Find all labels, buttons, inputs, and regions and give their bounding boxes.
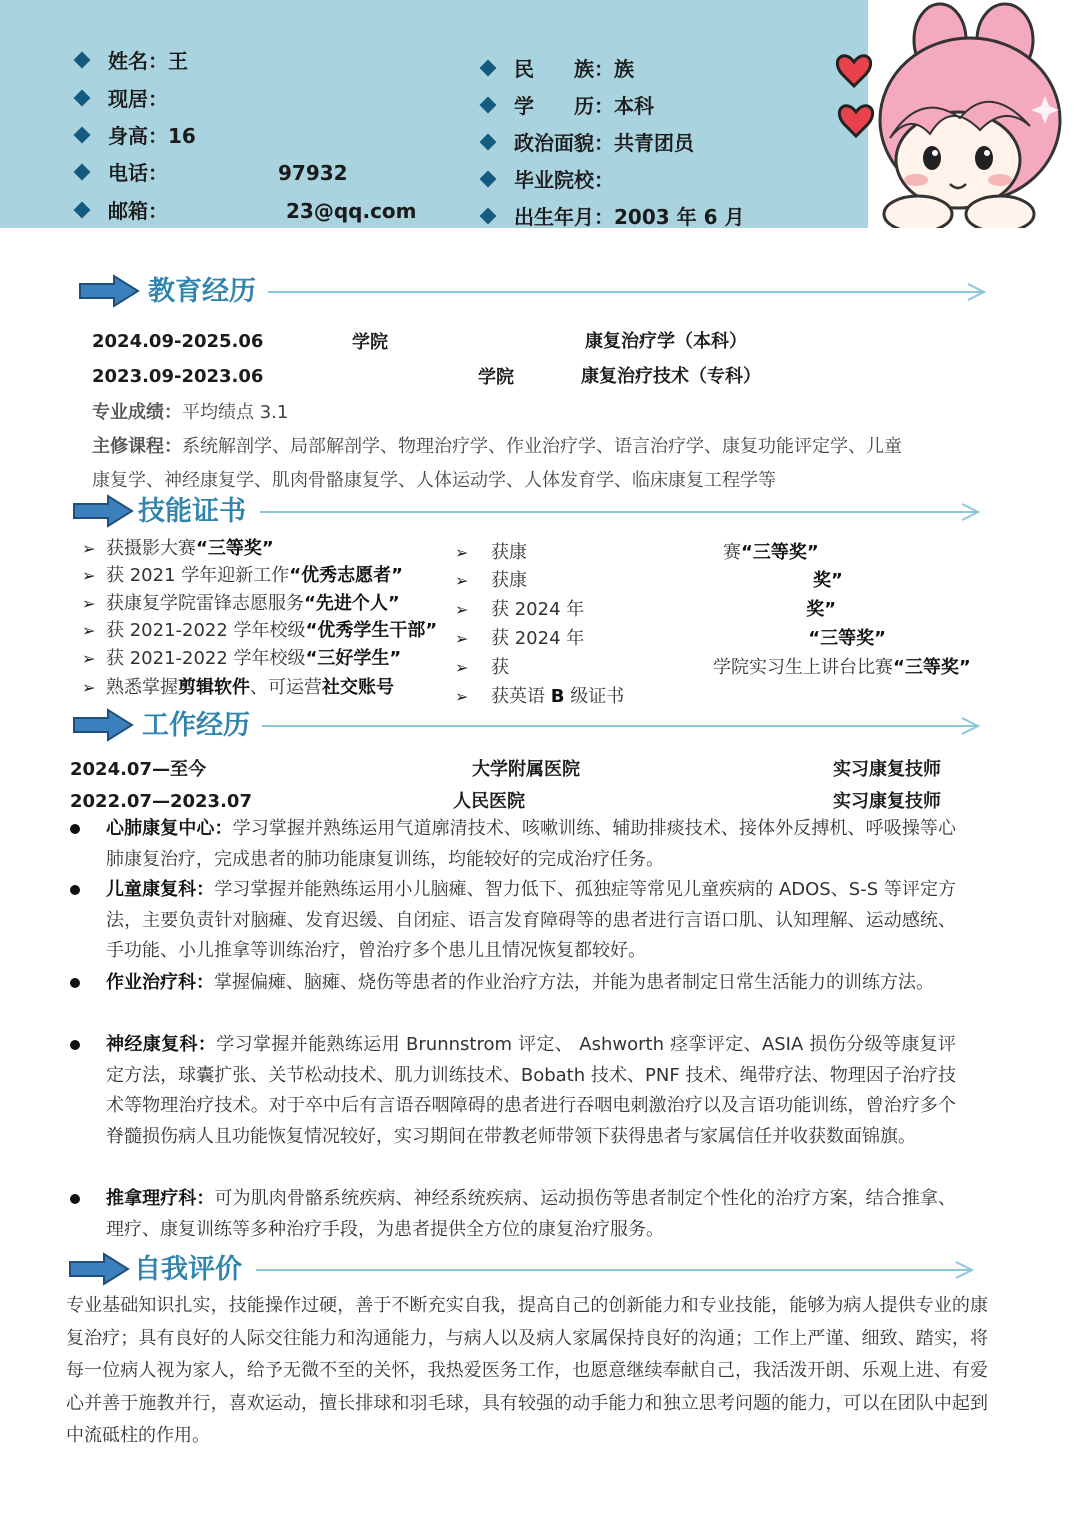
chevron-right-icon: ➢	[82, 566, 96, 585]
info-label: 身高：	[108, 124, 168, 148]
section-skills-header	[72, 492, 984, 532]
info-label: 现居：	[108, 87, 168, 111]
header-band	[0, 0, 868, 228]
skill-item: ➢ 获 2024 年 奖”	[455, 599, 837, 620]
diamond-bullet-icon	[480, 97, 497, 114]
chevron-right-icon: ➢	[455, 543, 469, 562]
section-title: 教育经历	[148, 276, 256, 307]
skill-item: ➢ 获 2021 学年迎新工作“优秀志愿者”	[82, 565, 403, 586]
edu-score	[92, 396, 288, 430]
chevron-right-icon: ➢	[455, 571, 469, 590]
work-date: 2022.07—2023.07	[70, 791, 252, 812]
edu-major: 康复治疗技术（专科）	[581, 366, 761, 387]
section-self-header	[68, 1250, 980, 1290]
skill-item: ➢ 获 2021-2022 学年校级“三好学生”	[82, 648, 402, 669]
skill-item: ➢ 获 学院实习生上讲台比赛“三等奖”	[455, 657, 971, 678]
info-height	[76, 123, 196, 149]
diamond-bullet-icon	[480, 171, 497, 188]
info-name	[76, 48, 188, 74]
info-value: 16	[168, 124, 196, 148]
edu-score-value: 平均绩点 3.1	[182, 402, 289, 423]
edu-date: 2023.09-2023.06	[92, 366, 264, 387]
arrow-right-icon	[68, 1252, 130, 1286]
section-rule	[260, 496, 984, 528]
arrow-right-icon	[72, 708, 134, 742]
skill-item: ➢ 获 2021-2022 学年校级“优秀学生干部”	[82, 620, 438, 641]
skill-item: ➢ 获康 奖”	[455, 570, 843, 591]
edu-score-label: 专业成绩：	[92, 402, 182, 423]
edu-courses	[92, 430, 902, 464]
work-place: 人民医院	[453, 791, 525, 812]
info-value: 共青团员	[614, 131, 694, 155]
info-political	[482, 130, 694, 156]
info-residence	[76, 86, 168, 112]
section-rule	[268, 276, 990, 308]
chevron-right-icon: ➢	[82, 649, 96, 668]
diamond-bullet-icon	[74, 90, 91, 107]
info-label: 姓名：	[108, 49, 168, 73]
skill-item: ➢ 获康复学院雷锋志愿服务“先进个人”	[82, 593, 400, 614]
info-label: 学 历：	[514, 94, 614, 118]
info-label: 民 族：	[514, 57, 614, 81]
chevron-right-icon: ➢	[82, 678, 96, 697]
bullet-icon	[70, 978, 80, 988]
section-rule	[256, 1254, 978, 1286]
info-value: 族	[614, 57, 634, 81]
diamond-bullet-icon	[74, 202, 91, 219]
section-title: 自我评价	[134, 1254, 242, 1285]
edu-major: 康复治疗学（本科）	[585, 331, 747, 352]
skill-item: ➢ 获摄影大赛“三等奖”	[82, 538, 274, 559]
self-evaluation-text: 专业基础知识扎实，技能操作过硬，善于不断充实自我，提高自己的创新能力和专业技能，能够为病人提供专业的康复治疗；具有良好的人际交往能力和沟通能力，与病人以及病人家属保持良好的沟通；工作上严谨、细致、踏实，将每一位病人视为家人，给予无微不至的关怀，我热爱医务工作，也愿意继续奉献自己，我活泼开朗、乐观上进、有爱心并善于施教并行，喜欢运动，擅长排球和羽毛球，具有较强的动手能力和独立思考问题的能力，可以在团队中起到中流砥柱的作用。	[66, 1295, 988, 1447]
chevron-right-icon: ➢	[455, 658, 469, 677]
chevron-right-icon: ➢	[82, 594, 96, 613]
info-label: 政治面貌：	[514, 131, 614, 155]
chevron-right-icon: ➢	[455, 629, 469, 648]
chevron-right-icon: ➢	[455, 600, 469, 619]
work-place: 大学附属医院	[472, 759, 580, 780]
info-ethnicity	[482, 56, 634, 82]
edu-date: 2024.09-2025.06	[92, 331, 264, 352]
chevron-right-icon: ➢	[82, 621, 96, 640]
info-label: 出生年月：	[514, 205, 614, 229]
info-value: 23@qq.com	[286, 199, 417, 223]
work-role: 实习康复技师	[833, 759, 941, 780]
skill-item: ➢ 获康 赛“三等奖”	[455, 542, 819, 563]
avatar	[830, 0, 1080, 228]
section-rule	[262, 710, 984, 742]
skill-item: ➢ 获英语 B 级证书	[455, 686, 625, 707]
bullet-icon	[70, 824, 80, 834]
info-school	[482, 167, 614, 193]
skill-item: ➢ 熟悉掌握剪辑软件、可运营社交账号	[82, 677, 394, 698]
chevron-right-icon: ➢	[455, 687, 469, 706]
info-email	[76, 198, 417, 224]
chevron-right-icon: ➢	[82, 539, 96, 558]
edu-school: 学院	[352, 332, 388, 353]
diamond-bullet-icon	[480, 60, 497, 77]
diamond-bullet-icon	[74, 164, 91, 181]
diamond-bullet-icon	[74, 127, 91, 144]
info-value: 王	[168, 49, 188, 73]
bullet-icon	[70, 1040, 80, 1050]
diamond-bullet-icon	[480, 134, 497, 151]
edu-courses-line: 系统解剖学、局部解剖学、物理治疗学、作业治疗学、语言治疗学、康复功能评定学、儿童	[182, 436, 902, 457]
info-value: 本科	[614, 94, 654, 118]
info-value: 2003 年 6 月	[614, 205, 745, 229]
diamond-bullet-icon	[74, 52, 91, 69]
section-title: 技能证书	[138, 496, 246, 527]
section-education-header	[78, 272, 990, 312]
info-label: 邮箱：	[108, 199, 168, 223]
info-value: 97932	[278, 161, 348, 185]
info-education	[482, 93, 654, 119]
skill-item: ➢ 获 2024 年 “三等奖”	[455, 628, 886, 649]
bullet-icon	[70, 885, 80, 895]
arrow-right-icon	[78, 274, 140, 308]
bullet-icon	[70, 1194, 80, 1204]
work-role: 实习康复技师	[833, 791, 941, 812]
info-label: 电话：	[108, 161, 168, 185]
edu-school: 学院	[478, 367, 514, 388]
edu-courses-line: 康复学、神经康复学、肌肉骨骼康复学、人体运动学、人体发育学、临床康复工程学等	[92, 470, 776, 491]
arrow-right-icon	[72, 494, 134, 528]
section-title: 工作经历	[142, 710, 250, 741]
info-label: 毕业院校：	[514, 168, 614, 192]
diamond-bullet-icon	[480, 208, 497, 225]
info-birth	[482, 204, 744, 230]
section-work-header	[72, 706, 984, 746]
work-date: 2024.07—至今	[70, 759, 206, 780]
info-phone	[76, 160, 348, 186]
edu-courses-label: 主修课程：	[92, 436, 182, 457]
